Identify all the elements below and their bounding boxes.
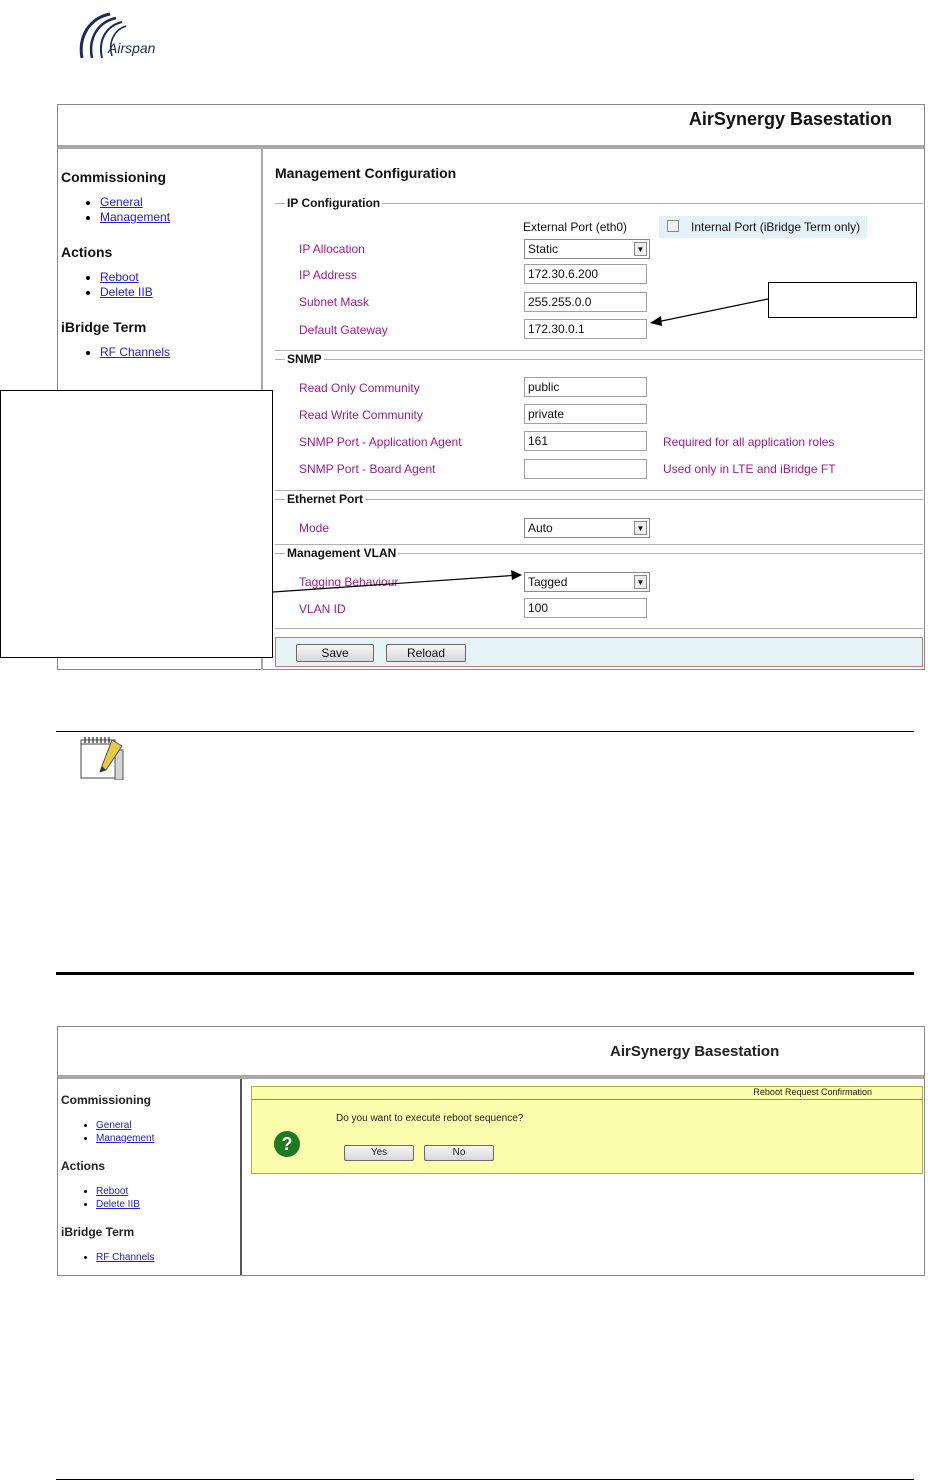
- external-port-header: External Port (eth0): [523, 220, 628, 234]
- app-title-2: AirSynergy Basestation: [610, 1043, 780, 1060]
- sidebar-heading-actions-2: Actions: [61, 1159, 106, 1173]
- vlan-id-input[interactable]: 100: [524, 598, 647, 618]
- subnet-mask-input[interactable]: 255.255.0.0: [524, 292, 647, 312]
- management-vlan-legend: Management VLAN: [287, 546, 397, 560]
- sidebar-heading-commissioning-2: Commissioning: [61, 1093, 152, 1107]
- arrow-to-tagging: [273, 570, 522, 592]
- chevron-down-icon: ▼: [634, 242, 647, 256]
- sidebar-item-management[interactable]: Management: [100, 210, 171, 224]
- sidebar-item-rf-channels[interactable]: RF Channels: [100, 345, 171, 359]
- sidebar-list-actions-2: [84, 1185, 140, 1211]
- sidebar-heading-actions: Actions: [61, 244, 113, 260]
- ip-allocation-label: IP Allocation: [299, 242, 365, 256]
- reboot-confirmation-screenshot: [57, 1026, 925, 1276]
- sidebar-item-delete-iib[interactable]: Delete IIB: [100, 285, 153, 299]
- snmp-app-agent-note: Required for all application roles: [663, 435, 835, 449]
- sidebar-item-general-2[interactable]: General: [96, 1120, 132, 1131]
- read-write-community-input[interactable]: private: [524, 404, 647, 424]
- snmp-app-agent-port-input[interactable]: 161: [524, 431, 647, 451]
- snmp-legend: SNMP: [287, 352, 322, 366]
- page-title: Management Configuration: [275, 165, 457, 181]
- dialog-question: Do you want to execute reboot sequence?: [336, 1113, 524, 1124]
- tagging-behaviour-value: Tagged: [528, 575, 568, 589]
- chevron-down-icon: ▼: [634, 521, 647, 535]
- read-only-community-label: Read Only Community: [299, 381, 420, 395]
- snmp-board-agent-note: Used only in LTE and iBridge FT: [663, 462, 836, 476]
- sidebar-item-reboot-2[interactable]: Reboot: [96, 1186, 129, 1197]
- mode-label: Mode: [299, 521, 330, 535]
- dialog-title-bar: [252, 1087, 922, 1100]
- tagging-behaviour-label: Tagging Behaviour: [299, 575, 399, 589]
- read-write-community-label: Read Write Community: [299, 408, 423, 422]
- sidebar-list-ibridge-2: [84, 1251, 154, 1264]
- sidebar-heading-commissioning: Commissioning: [61, 169, 167, 185]
- sidebar-heading-ibridge-2: iBridge Term: [61, 1225, 135, 1239]
- footer-rule: [56, 1479, 914, 1480]
- note-top-rule: [56, 731, 914, 732]
- save-button[interactable]: Save: [296, 644, 374, 662]
- question-icon: ?: [274, 1131, 300, 1157]
- internal-port-label: Internal Port (iBridge Term only): [691, 220, 861, 234]
- yes-button[interactable]: Yes: [344, 1145, 414, 1161]
- notepad-pencil-icon: [78, 734, 126, 780]
- callout-arrows: [0, 0, 928, 700]
- chevron-down-icon: ▼: [634, 575, 647, 589]
- sidebar-item-reboot[interactable]: Reboot: [100, 270, 139, 284]
- ip-address-input[interactable]: 172.30.6.200: [524, 264, 647, 284]
- reboot-confirmation-dialog: [251, 1086, 923, 1174]
- subnet-mask-label: Subnet Mask: [299, 295, 370, 309]
- no-button[interactable]: No: [424, 1145, 494, 1161]
- snmp-board-agent-port-label: SNMP Port - Board Agent: [299, 462, 436, 476]
- sidebar-heading-ibridge: iBridge Term: [61, 319, 147, 335]
- ip-config-legend: IP Configuration: [287, 196, 381, 210]
- dialog-title: Reboot Request Confirmation: [753, 1087, 872, 1097]
- mode-value: Auto: [528, 521, 553, 535]
- ethernet-port-legend: Ethernet Port: [287, 492, 364, 506]
- sidebar-2: [58, 1079, 242, 1275]
- ip-address-label: IP Address: [299, 268, 357, 282]
- reload-button[interactable]: Reload: [386, 644, 466, 662]
- sidebar-item-delete-iib-2[interactable]: Delete IIB: [96, 1199, 140, 1210]
- logo-text: Airspan: [108, 40, 156, 56]
- sidebar-list-commissioning-2: [84, 1119, 154, 1145]
- sidebar-item-general[interactable]: General: [100, 195, 143, 209]
- sidebar-item-management-2[interactable]: Management: [96, 1133, 155, 1144]
- default-gateway-label: Default Gateway: [299, 323, 388, 337]
- snmp-app-agent-port-label: SNMP Port - Application Agent: [299, 435, 462, 449]
- default-gateway-input[interactable]: 172.30.0.1: [524, 319, 647, 339]
- app-header-2: [58, 1027, 924, 1079]
- sidebar-item-rf-channels-2[interactable]: RF Channels: [96, 1252, 155, 1263]
- ip-allocation-value: Static: [528, 242, 559, 256]
- read-only-community-input[interactable]: public: [524, 377, 647, 397]
- note-bottom-rule: [56, 972, 914, 975]
- vlan-id-label: VLAN ID: [299, 602, 346, 616]
- arrow-to-gateway: [650, 299, 768, 326]
- app-title: AirSynergy Basestation: [688, 109, 892, 129]
